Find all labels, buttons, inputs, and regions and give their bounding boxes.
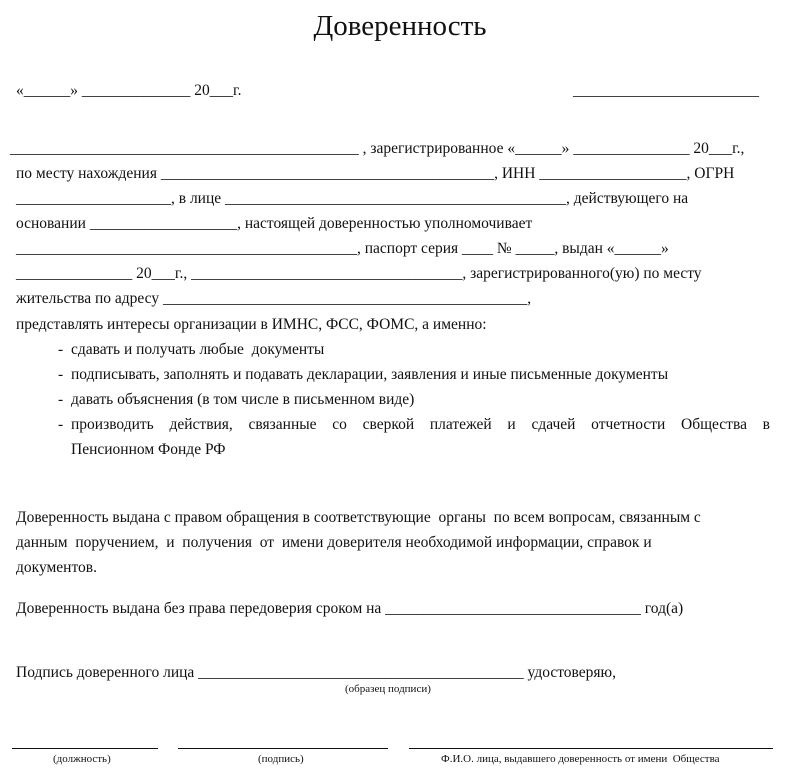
paragraph-line: данным поручением, и получения от имени доверителя необходимой информации, справок и — [16, 534, 652, 551]
fio-caption: Ф.И.О. лица, выдавшего доверенность от имени Общества — [441, 753, 720, 765]
position-rule — [12, 748, 158, 749]
bullet-mark: - — [58, 366, 64, 383]
place-line: ________________________ — [573, 82, 759, 99]
document-title: Доверенность — [313, 10, 487, 42]
representative-line: ____________________, в лице ____________________________________________, действующего на — [16, 190, 689, 207]
list-item-continuation: Пенсионном Фонде РФ — [71, 441, 226, 458]
org-name-line: _____________________________________________ , зарегистрированное «______» _______________ 20___г., — [10, 140, 745, 157]
address-line: по месту нахождения ___________________________________________, ИНН ___________________, ОГРН — [16, 165, 735, 182]
date-line: «______» ______________ 20___г. — [16, 82, 242, 99]
signature-line: Подпись доверенного лица __________________________________________ удостоверяю, — [16, 664, 616, 681]
list-item: подписывать, заполнять и подавать декларации, заявления и иные письменные документы — [71, 366, 669, 383]
list-item: сдавать и получать любые документы — [71, 341, 325, 358]
bullet-mark: - — [58, 391, 64, 408]
fio-rule — [409, 748, 773, 749]
residence-line: жительства по адресу _______________________________________________, — [16, 290, 532, 307]
signature-rule — [178, 748, 388, 749]
list-item: производить действия, связанные со сверкой платежей и сдачей отчетности Общества в — [71, 416, 770, 433]
signature-caption: (образец подписи) — [345, 683, 431, 695]
bullet-mark: - — [58, 416, 64, 433]
registration-line: _______________ 20___г., ___________________________________, зарегистрированного(ую) по месту — [16, 265, 702, 282]
basis-line: основании ___________________, настоящей доверенностью уполномочивает — [16, 215, 533, 232]
position-caption: (должность) — [53, 753, 111, 765]
passport-line: ____________________________________________, паспорт серия ____ № _____, выдан «______» — [16, 240, 669, 257]
bullet-mark: - — [58, 341, 64, 358]
term-line: Доверенность выдана без права передоверия сроком на _________________________________ год(а) — [16, 600, 684, 617]
list-item: давать объяснения (в том числе в письменном виде) — [71, 391, 415, 408]
paragraph-line: документов. — [16, 559, 97, 576]
paragraph-line: Доверенность выдана с правом обращения в соответствующие органы по всем вопросам, связанным с — [16, 509, 701, 526]
signature-footer-caption: (подпись) — [258, 753, 304, 765]
powers-intro-line: представлять интересы организации в ИМНС, ФСС, ФОМС, а именно: — [16, 316, 487, 333]
